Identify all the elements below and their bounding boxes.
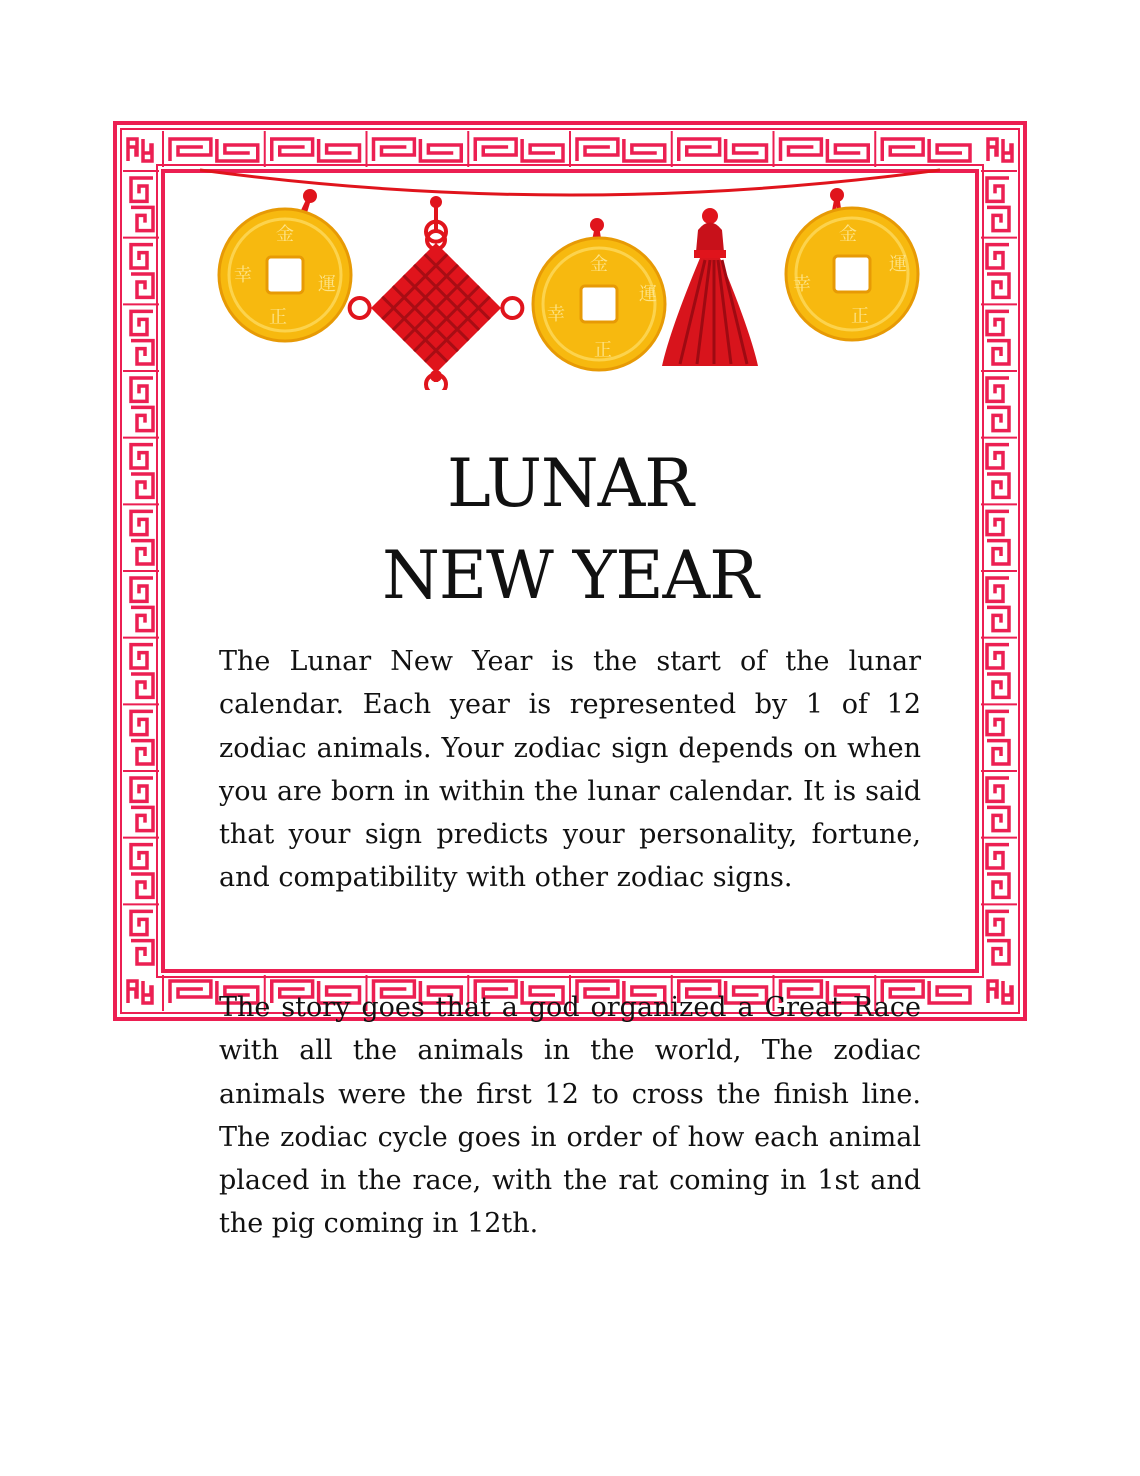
key-motif: [131, 245, 153, 298]
key-motif: [987, 178, 1009, 231]
key-motif: [882, 139, 970, 161]
key-motif: [475, 139, 563, 161]
key-motif: [577, 139, 665, 161]
key-motif: [131, 711, 153, 764]
intro-paragraph: The Lunar New Year is the start of the lunar calendar. Each year is represented by 1 of 12 zodiac animals. Your zodiac sign depends on when you are born in within the lunar calendar. It is said that your sign predicts your personality, fortune, and compatibility with other zodiac signs.: [219, 646, 921, 894]
title-line-1: LUNAR: [447, 445, 693, 522]
key-motif: [987, 911, 1009, 964]
key-motif: [987, 845, 1009, 898]
key-motif: [987, 445, 1009, 498]
coin-char: 幸: [793, 274, 811, 295]
coin-char: 正: [594, 340, 612, 361]
story-paragraph: The story goes that a god organized a Great Race with all the animals in the world, The zodiac animals were the first 12 to cross the finish line. The zodiac cycle goes in order of how each animal placed in the race, with the rat coming in 1st and the pig coming in 12th.: [219, 992, 921, 1240]
coin-char: 幸: [547, 304, 565, 325]
chinese-knot-icon: [345, 196, 526, 390]
key-motif: [131, 911, 153, 964]
key-motif: [131, 778, 153, 831]
key-motif: [131, 845, 153, 898]
key-motif: [131, 378, 153, 431]
coin-char: 運: [639, 284, 657, 305]
key-motif: [170, 139, 258, 161]
key-motif: [987, 778, 1009, 831]
key-motif: [131, 311, 153, 364]
coin-char: 運: [889, 254, 907, 275]
coin-char: 金: [839, 224, 857, 245]
key-motif: [987, 511, 1009, 564]
coin-char: 運: [318, 274, 336, 295]
tassel-icon: [662, 208, 758, 366]
hanging-ornaments: [200, 160, 940, 390]
title-line-2: NEW YEAR: [382, 537, 758, 614]
key-motif: [987, 311, 1009, 364]
key-motif: [131, 511, 153, 564]
key-motif: [987, 578, 1009, 631]
coin-char: 金: [276, 224, 294, 245]
coin-icon: [533, 218, 665, 370]
coin-char: 幸: [234, 265, 252, 286]
key-motif: [988, 981, 1012, 1003]
key-motif: [131, 178, 153, 231]
coin-icon: [219, 189, 351, 341]
key-motif: [679, 139, 767, 161]
key-motif: [128, 139, 152, 161]
key-motif: [988, 139, 1012, 161]
key-motif: [987, 645, 1009, 698]
coin-char: 正: [851, 306, 869, 327]
coin-char: 正: [269, 307, 287, 328]
key-motif: [128, 981, 152, 1003]
key-motif: [131, 445, 153, 498]
key-motif: [131, 578, 153, 631]
key-motif: [272, 139, 360, 161]
key-motif: [987, 245, 1009, 298]
key-motif: [781, 139, 869, 161]
key-motif: [987, 378, 1009, 431]
key-motif: [987, 711, 1009, 764]
coin-char: 金: [590, 254, 608, 275]
key-motif: [131, 645, 153, 698]
key-motif: [374, 139, 462, 161]
coin-icon: [786, 188, 918, 340]
page-title: [220, 438, 920, 622]
